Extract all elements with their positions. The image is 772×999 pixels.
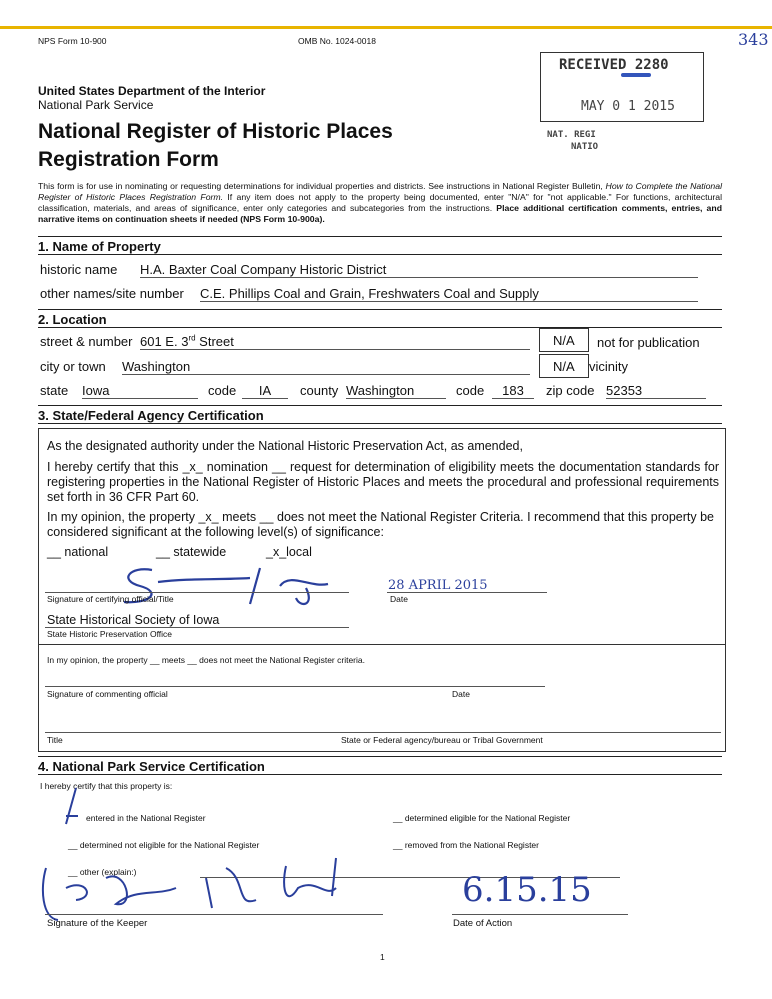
cert-line-1: As the designated authority under the National Historic Preservation Act, as amended, <box>47 439 523 453</box>
agency-label: State or Federal agency/bureau or Tribal Government <box>341 735 543 745</box>
certify-text: I hereby certify that this property is: <box>40 781 173 791</box>
agency-line <box>45 627 349 628</box>
state-field[interactable]: Iowa <box>82 383 198 399</box>
code2-label: code <box>456 383 485 398</box>
commenting-label: Signature of commenting official <box>47 689 168 699</box>
commenting-line <box>45 686 545 687</box>
option-entered[interactable]: entered in the National Register <box>86 813 206 823</box>
date-label-2: Date <box>452 689 470 699</box>
date-label: Date <box>390 594 408 604</box>
zip-label: zip code <box>546 383 595 398</box>
divider <box>38 644 726 645</box>
page-subtitle: Registration Form <box>38 148 219 171</box>
opinion-2: In my opinion, the property __ meets __ does not meet the National Register criteria. <box>47 655 365 665</box>
cert-line-3: In my opinion, the property _x_ meets __ does not meet the National Register Criteria. I recommend that this property be considered significant at the following level(s) of significance: <box>47 510 715 539</box>
level-national[interactable]: __ national <box>47 545 109 559</box>
signature-date: 28 APRIL 2015 <box>388 578 488 593</box>
section-1-heading: 1. Name of Property <box>38 236 722 255</box>
agency-subtitle: State Historic Preservation Office <box>47 629 173 639</box>
corner-mark: 343 <box>738 30 769 49</box>
historic-name-label: historic name <box>40 262 118 277</box>
title-label: Title <box>47 735 63 745</box>
county-field[interactable]: Washington <box>346 383 446 399</box>
option-eligible[interactable]: __ determined eligible for the National Register <box>393 813 571 823</box>
title-line <box>45 732 721 733</box>
keeper-line <box>45 914 383 915</box>
na-1: N/A <box>553 333 575 348</box>
keeper-signature-drawing <box>36 848 376 928</box>
street-label: street & number <box>40 334 133 349</box>
section-3-heading: 3. State/Federal Agency Certification <box>38 405 722 424</box>
action-line <box>452 914 628 915</box>
action-label: Date of Action <box>453 918 513 929</box>
department-name: United States Department of the Interior <box>38 84 266 98</box>
not-for-publication-label: not for publication <box>597 335 700 350</box>
other-names-field[interactable]: C.E. Phillips Coal and Grain, Freshwaters Coal and Supply <box>200 286 698 302</box>
vicinity-label: vicinity <box>589 359 629 374</box>
stamp-ink-mark <box>621 73 651 77</box>
section-2-heading: 2. Location <box>38 309 722 328</box>
section-4-heading: 4. National Park Service Certification <box>38 756 722 775</box>
level-local[interactable]: _x_local <box>266 545 312 559</box>
street-value: 601 E. 3rd Street <box>140 334 234 350</box>
code-label: code <box>208 383 237 398</box>
stamp-date: MAY 0 1 2015 <box>581 99 675 114</box>
agency-name: State Historical Society of Iowa <box>47 613 220 627</box>
stamp-line1: NAT. REGI <box>547 130 596 140</box>
stamp-received: RECEIVED 2280 <box>559 57 669 73</box>
zip-field[interactable]: 52353 <box>606 383 706 399</box>
form-number: NPS Form 10-900 <box>38 36 107 46</box>
stamp-line2: NATIO <box>571 142 599 152</box>
county-label: county <box>300 383 339 398</box>
other-names-label: other names/site number <box>40 286 184 301</box>
received-stamp <box>540 52 704 122</box>
signature-label: Signature of certifying official/Title <box>47 594 174 604</box>
city-field[interactable]: Washington <box>122 359 530 375</box>
level-statewide[interactable]: __ statewide <box>156 545 227 559</box>
keeper-label: Signature of the Keeper <box>47 918 148 929</box>
date-line-1 <box>387 592 547 593</box>
action-date: 6.15.15 <box>462 870 592 910</box>
street-field[interactable] <box>140 334 530 350</box>
option-eligible-label: determined eligible for the National Register <box>404 813 571 823</box>
city-label: city or town <box>40 359 106 374</box>
option-not-eligible[interactable]: __ determined not eligible for the National Register <box>68 840 260 850</box>
option-removed[interactable]: __ removed from the National Register <box>393 840 539 850</box>
top-rule <box>0 26 772 29</box>
intro-text: This form is for use in nominating or requesting determinations for individual properties and districts. See instructions in National Register Bulletin, How to Complete the National Register of Historic Places Registration Form. If any item does not apply to the property being documented, enter "N/A" for "not applicable." For functions, architectural classification, materials, and areas of significance, enter only categories and subcategories from the instructions. Place additional certification comments, entries, and narrative items on continuation sheets if needed (NPS Form 10-900a). <box>38 181 723 224</box>
cert-line-2: I hereby certify that this _x_ nomination __ request for determination of eligibility meets the documentation standards for registering properties in the National Register of Historic Places and meets the procedural and professional requirements set forth in 36 CFR Part 60. <box>47 460 719 504</box>
signature-line-1 <box>45 592 349 593</box>
page-title: National Register of Historic Places <box>38 120 393 143</box>
service-name: National Park Service <box>38 98 154 112</box>
page-number: 1 <box>380 952 385 962</box>
county-code-field[interactable]: 183 <box>492 383 534 399</box>
na-2: N/A <box>553 359 575 374</box>
omb-number: OMB No. 1024-0018 <box>298 36 376 46</box>
historic-name-field[interactable]: H.A. Baxter Coal Company Historic District <box>140 262 698 278</box>
state-code-field[interactable]: IA <box>242 383 288 399</box>
state-label: state <box>40 383 69 398</box>
option-other[interactable]: __ other (explain:) <box>68 867 137 877</box>
